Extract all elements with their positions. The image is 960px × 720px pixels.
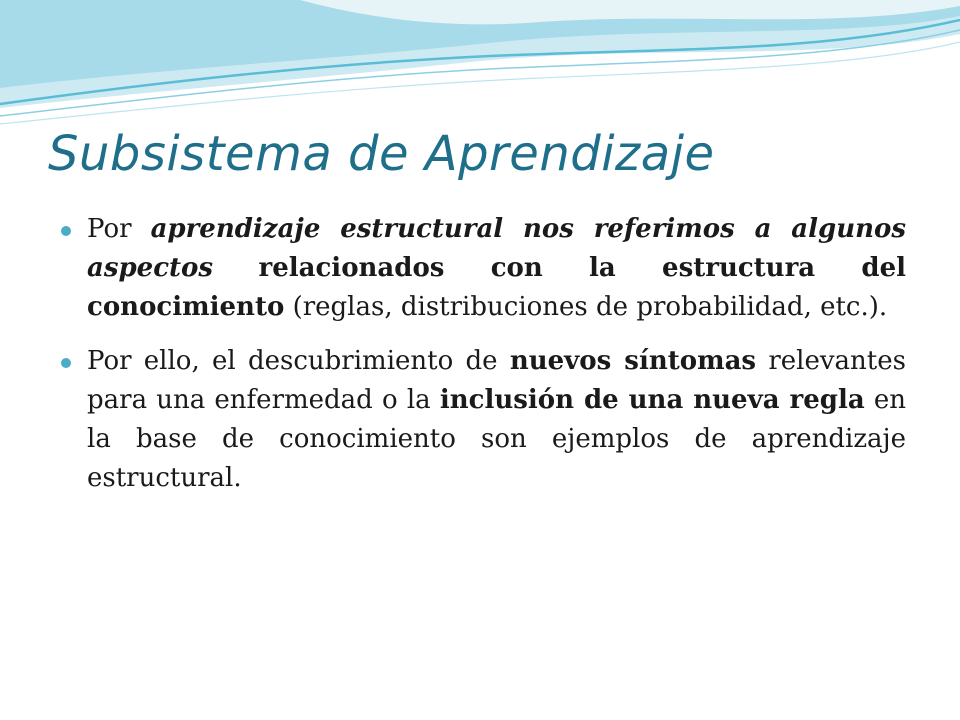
- text-run: Por ello, el descubrimiento de: [87, 346, 510, 376]
- bold-text: relacionados con la estructura del conocimiento: [87, 253, 906, 322]
- wave-header-decoration: [0, 0, 960, 130]
- bullet-item: [60, 342, 906, 498]
- bullet-text: [87, 210, 906, 327]
- bullet-item: [60, 210, 906, 327]
- bullet-dot-icon: [61, 358, 71, 368]
- text-run: Por: [87, 214, 151, 244]
- slide-title: Subsistema de Aprendizaje: [48, 126, 715, 182]
- bullet-list: [60, 210, 906, 513]
- emphasis-text: aprendizaje estructural nos referimos a algunos aspectos: [87, 214, 906, 283]
- bold-text: inclusión de una nueva regla: [439, 385, 865, 415]
- text-run: en la base de conocimiento son ejemplos de aprendizaje estructural.: [87, 385, 906, 493]
- text-run: [213, 253, 258, 283]
- bold-text: nuevos síntomas: [509, 346, 757, 376]
- bullet-text: [87, 342, 906, 498]
- bullet-dot-icon: [61, 226, 71, 236]
- text-run: relevantes para una enfermedad o la: [87, 346, 906, 415]
- text-run: (reglas, distribuciones de probabilidad, etc.).: [284, 292, 888, 322]
